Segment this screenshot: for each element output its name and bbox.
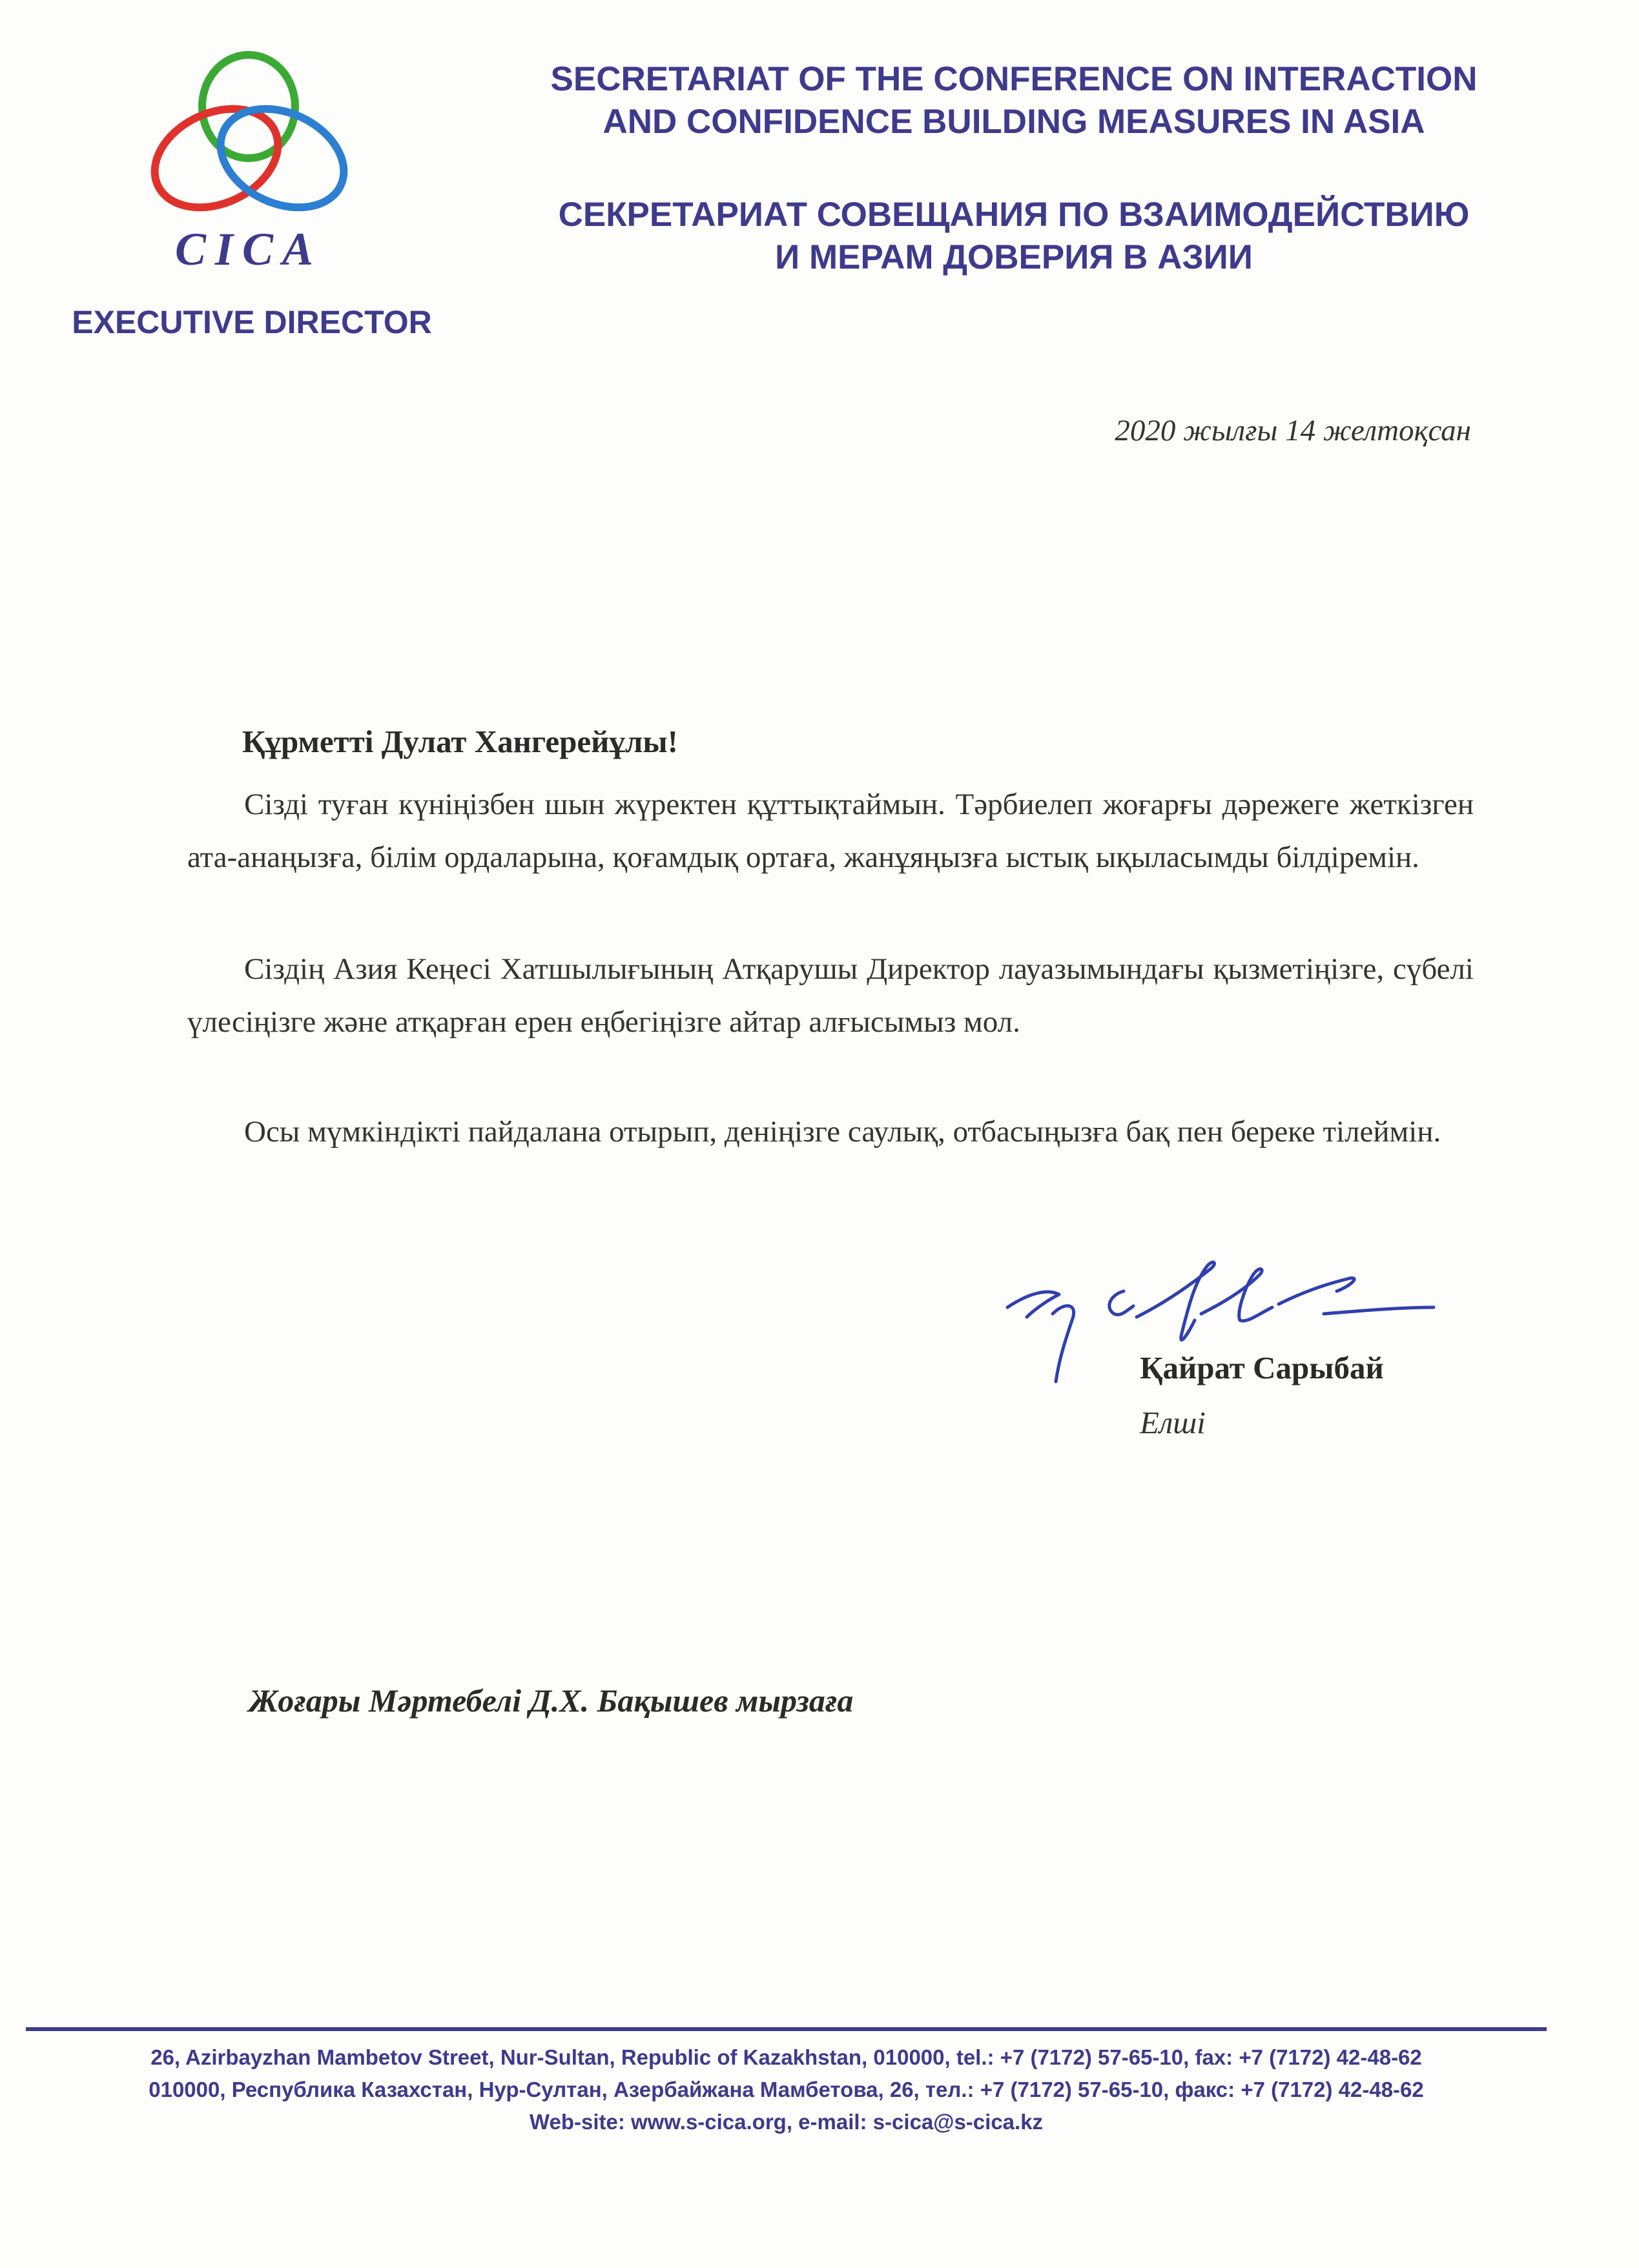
footer-contacts: Web-site: www.s-cica.org, e-mail: s-cica@s-cica.kz <box>529 2110 1044 2134</box>
body-paragraph: Сіздің Азия Кеңесі Хатшылығының Атқарушы Директор лауазымындағы қызметіңізге, сүбелі үлесіңізге және атқарған ерен еңбегіңізге айтар алғысымыз мол. <box>187 952 1474 1039</box>
org-name-ru-line: СЕКРЕТАРИАТ СОВЕЩАНИЯ ПО ВЗАИМОДЕЙСТВИЮ <box>558 196 1470 234</box>
body-paragraph: Сізді туған күніңізбен шын жүректен құттықтаймын. Тәрбиелеп жоғарғы дәрежеге жеткізген ата-анаңызға, білім ордаларына, қоғамдық ортаға, жанұяңызға ыстық ықыласымды білдіремін. <box>187 788 1474 874</box>
footer-address-ru: 010000, Республика Казахстан, Нур-Султан, Азербайжана Мамбетова, 26, тел.: +7 (7172) 57-65-10, факс: +7 (7172) 42-48-62 <box>149 2078 1424 2101</box>
body-paragraph: Осы мүмкіндікті пайдалана отырып, деніңізге саулық, отбасыңызға бақ пен береке тілеймін. <box>244 1115 1441 1149</box>
greeting: Құрметті Дулат Хангерейұлы! <box>242 724 678 759</box>
signer-name: Қайрат Сарыбай <box>1140 1350 1384 1385</box>
org-name-russian <box>452 194 1576 279</box>
footer-address-en: 26, Azirbayzhan Mambetov Street, Nur-Sultan, Republic of Kazakhstan, 010000, tel.: +7 (7172) 57-65-10, fax: +7 (7172) 42-48-62 <box>150 2045 1422 2069</box>
position-title: EXECUTIVE DIRECTOR <box>72 304 432 340</box>
logo-text: CICA <box>174 223 323 275</box>
org-name-ru-line: И МЕРАМ ДОВЕРИЯ В АЗИИ <box>775 238 1253 276</box>
org-name-en-line: AND CONFIDENCE BUILDING MEASURES IN ASIA <box>603 103 1425 141</box>
footer-divider <box>26 2027 1547 2031</box>
letter-date: 2020 жылғы 14 желтоқсан <box>1115 414 1471 447</box>
org-name-en-line: SECRETARIAT OF THE CONFERENCE ON INTERACTION <box>550 60 1478 98</box>
cica-logo-icon <box>145 45 352 220</box>
signer-title: Елші <box>1140 1405 1206 1440</box>
org-name-english <box>452 58 1576 143</box>
addressee: Жоғары Мәртебелі Д.Х. Бақышев мырзаға <box>249 1682 854 1719</box>
